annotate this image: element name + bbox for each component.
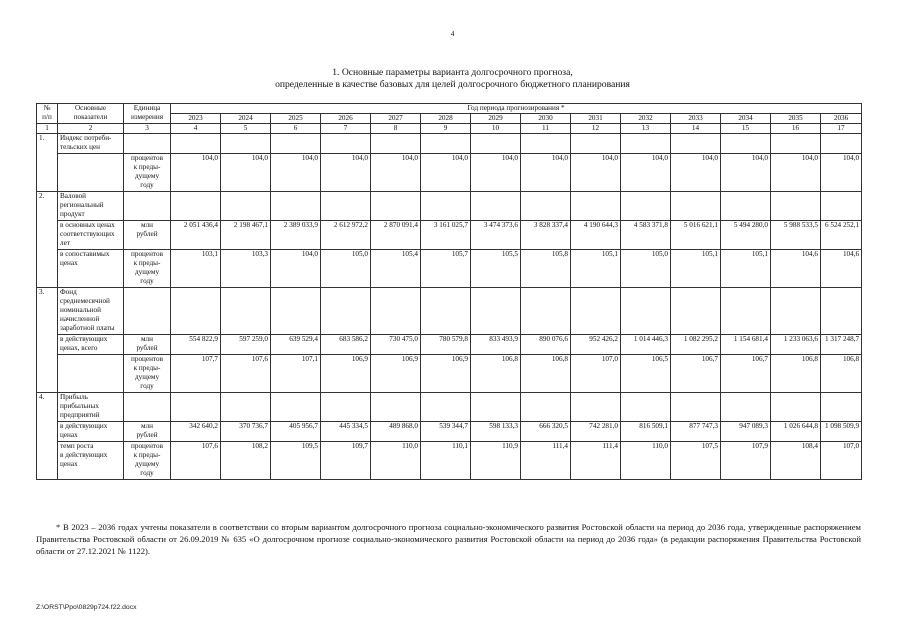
- empty-cell: [371, 288, 421, 335]
- empty-cell: [771, 192, 821, 221]
- value-cell: 110,0: [621, 442, 671, 480]
- row-unit-line: году: [140, 277, 154, 285]
- value-cell: 104,0: [821, 154, 862, 192]
- value-cell: 106,7: [671, 355, 721, 393]
- empty-cell: [221, 134, 271, 154]
- header-num-line-1: №: [43, 104, 51, 112]
- table-header: [37, 104, 862, 134]
- document-title: [0, 67, 905, 91]
- section-title-line: заработной платы: [60, 324, 115, 332]
- value-cell: 111,4: [571, 442, 621, 480]
- row-label-line: в действующих: [60, 422, 108, 430]
- table-body: [37, 134, 862, 480]
- row-unit-line: дущему: [134, 268, 160, 276]
- empty-cell: [771, 288, 821, 335]
- empty-cell: [421, 393, 471, 422]
- value-cell: 2 389 033,9: [271, 221, 321, 250]
- header-year: 2028: [421, 114, 471, 124]
- forecast-table: [36, 103, 862, 480]
- header-year: 2036: [821, 114, 862, 124]
- table-section-title-row: [37, 288, 862, 335]
- value-cell: 877 747,3: [671, 422, 721, 442]
- row-unit-line: дущему: [134, 172, 160, 180]
- value-cell: 104,0: [771, 154, 821, 192]
- section-title: [58, 288, 124, 335]
- value-cell: 554 822,9: [171, 335, 221, 355]
- row-unit-line: рублей: [136, 431, 158, 439]
- value-cell: 4 583 371,8: [621, 221, 671, 250]
- value-cell: 103,1: [171, 250, 221, 288]
- empty-cell: [771, 134, 821, 154]
- row-unit-line: дущему: [134, 460, 160, 468]
- row-unit: [124, 154, 171, 192]
- row-unit-line: к преды-: [133, 163, 161, 171]
- empty-cell: [621, 288, 671, 335]
- empty-cell: [221, 192, 271, 221]
- row-unit-line: млн: [141, 422, 153, 430]
- value-cell: 106,9: [371, 355, 421, 393]
- value-cell: 445 334,5: [321, 422, 371, 442]
- table-row: [37, 221, 862, 250]
- value-cell: 107,7: [171, 355, 221, 393]
- table-section-title-row: [37, 393, 862, 422]
- value-cell: 370 736,7: [221, 422, 271, 442]
- header-column-number: 9: [421, 124, 471, 134]
- header-column-number: 16: [771, 124, 821, 134]
- value-cell: 111,4: [521, 442, 571, 480]
- header-indicator-line-1: Основные: [74, 104, 107, 112]
- header-column-number: 1: [37, 124, 58, 134]
- header-indicator: [58, 104, 124, 124]
- value-cell: 104,6: [771, 250, 821, 288]
- row-unit-line: дущему: [134, 373, 160, 381]
- footnote: * В 2023 – 2036 годах учтены показатели в соответствии со вторым вариантом долгосрочного прогноза социально-экономического развития Ростовской области на период до 2036 года, утвержденные распоряжением Правительства Ростовской области от 26.09.2019 № 635 «О долгосрочном прогнозе социально-экономического развития Ростовской области на период до 2036 года» (в редакции распоряжения Правительства Ростовской области от 27.12.2021 № 1122).: [36, 522, 861, 556]
- empty-cell: [221, 288, 271, 335]
- value-cell: 106,8: [521, 355, 571, 393]
- empty-cell: [171, 134, 221, 154]
- value-cell: 104,0: [421, 154, 471, 192]
- value-cell: 489 868,0: [371, 422, 421, 442]
- value-cell: 107,5: [671, 442, 721, 480]
- value-cell: 104,0: [671, 154, 721, 192]
- row-label: [58, 355, 124, 393]
- empty-cell: [521, 288, 571, 335]
- empty-cell: [721, 288, 771, 335]
- header-year: 2025: [271, 114, 321, 124]
- empty-cell: [721, 192, 771, 221]
- empty-cell: [124, 134, 171, 154]
- empty-cell: [471, 192, 521, 221]
- header-column-number: 11: [521, 124, 571, 134]
- section-title: [58, 192, 124, 221]
- empty-cell: [371, 134, 421, 154]
- row-unit-line: рублей: [136, 230, 158, 238]
- section-title-line: Валовой: [60, 192, 87, 200]
- header-year: 2034: [721, 114, 771, 124]
- empty-cell: [571, 134, 621, 154]
- value-cell: 105,7: [421, 250, 471, 288]
- table-row: [37, 422, 862, 442]
- row-label: [58, 154, 124, 192]
- value-cell: 106,7: [721, 355, 771, 393]
- value-cell: 539 344,7: [421, 422, 471, 442]
- empty-cell: [471, 288, 521, 335]
- value-cell: 109,5: [271, 442, 321, 480]
- value-cell: 106,8: [821, 355, 862, 393]
- value-cell: 104,0: [271, 250, 321, 288]
- empty-cell: [271, 393, 321, 422]
- value-cell: 105,1: [671, 250, 721, 288]
- section-title-line: Фонд: [60, 288, 77, 296]
- row-unit-line: процентов: [131, 154, 163, 162]
- value-cell: 1 098 509,9: [821, 422, 862, 442]
- empty-cell: [521, 192, 571, 221]
- value-cell: 106,9: [321, 355, 371, 393]
- empty-cell: [271, 192, 321, 221]
- empty-cell: [124, 393, 171, 422]
- row-label-line: ценах: [60, 259, 78, 267]
- value-cell: 105,0: [321, 250, 371, 288]
- header-unit-line-1: Единица: [133, 104, 161, 112]
- row-unit-line: году: [140, 181, 154, 189]
- row-unit-line: к преды-: [133, 364, 161, 372]
- header-column-number: 10: [471, 124, 521, 134]
- section-title-line: номинальной: [60, 306, 101, 314]
- header-column-number: 6: [271, 124, 321, 134]
- header-year: 2035: [771, 114, 821, 124]
- empty-cell: [621, 393, 671, 422]
- value-cell: 1 317 248,7: [821, 335, 862, 355]
- value-cell: 683 586,2: [321, 335, 371, 355]
- value-cell: 104,0: [521, 154, 571, 192]
- section-number: 1.: [37, 134, 58, 192]
- empty-cell: [821, 134, 862, 154]
- empty-cell: [321, 288, 371, 335]
- value-cell: 1 082 295,2: [671, 335, 721, 355]
- header-year: 2023: [171, 114, 221, 124]
- empty-cell: [671, 393, 721, 422]
- empty-cell: [621, 192, 671, 221]
- empty-cell: [471, 393, 521, 422]
- value-cell: 107,1: [271, 355, 321, 393]
- empty-cell: [671, 134, 721, 154]
- header-column-number: 2: [58, 124, 124, 134]
- section-title-line: прибыльных: [60, 402, 99, 410]
- title-line-2: определенные в качестве базовых для целей долгосрочного бюджетного планирования: [275, 79, 630, 90]
- empty-cell: [371, 393, 421, 422]
- value-cell: 104,0: [371, 154, 421, 192]
- row-label: [58, 422, 124, 442]
- header-unit: [124, 104, 171, 124]
- row-label-line: соответствующих: [60, 230, 115, 238]
- empty-cell: [171, 192, 221, 221]
- empty-cell: [271, 288, 321, 335]
- value-cell: 105,1: [571, 250, 621, 288]
- value-cell: 1 233 063,6: [771, 335, 821, 355]
- value-cell: 108,2: [221, 442, 271, 480]
- value-cell: 104,0: [221, 154, 271, 192]
- value-cell: 107,9: [721, 442, 771, 480]
- value-cell: 3 161 025,7: [421, 221, 471, 250]
- table-row: [37, 442, 862, 480]
- header-column-number: 3: [124, 124, 171, 134]
- value-cell: 2 198 467,1: [221, 221, 271, 250]
- row-unit-line: к преды-: [133, 259, 161, 267]
- value-cell: 105,0: [621, 250, 671, 288]
- header-column-number: 5: [221, 124, 271, 134]
- empty-cell: [721, 134, 771, 154]
- empty-cell: [171, 288, 221, 335]
- file-path: Z:\ORST\Ppo\0829p724.f22.docx: [36, 604, 137, 611]
- row-label: [58, 335, 124, 355]
- value-cell: 108,4: [771, 442, 821, 480]
- row-label-line: в сопоставимых: [60, 250, 110, 258]
- row-label-line: ценах, всего: [60, 344, 98, 352]
- empty-cell: [471, 134, 521, 154]
- row-unit-line: рублей: [136, 344, 158, 352]
- empty-cell: [521, 134, 571, 154]
- row-unit: [124, 221, 171, 250]
- empty-cell: [821, 288, 862, 335]
- empty-cell: [571, 393, 621, 422]
- empty-cell: [124, 192, 171, 221]
- empty-cell: [721, 393, 771, 422]
- row-unit-line: процентов: [131, 355, 163, 363]
- value-cell: 890 076,6: [521, 335, 571, 355]
- value-cell: 1 154 681,4: [721, 335, 771, 355]
- title-line-1: 1. Основные параметры варианта долгосрочного прогноза,: [332, 67, 573, 78]
- header-column-number: 15: [721, 124, 771, 134]
- header-column-number: 14: [671, 124, 721, 134]
- row-unit: [124, 335, 171, 355]
- header-num: [37, 104, 58, 124]
- value-cell: 106,5: [621, 355, 671, 393]
- row-label: [58, 442, 124, 480]
- header-column-number: 8: [371, 124, 421, 134]
- row-unit: [124, 422, 171, 442]
- value-cell: 104,0: [621, 154, 671, 192]
- value-cell: 2 612 972,2: [321, 221, 371, 250]
- value-cell: 109,7: [321, 442, 371, 480]
- value-cell: 104,0: [721, 154, 771, 192]
- empty-cell: [571, 288, 621, 335]
- value-cell: 107,6: [221, 355, 271, 393]
- value-cell: 103,3: [221, 250, 271, 288]
- value-cell: 107,0: [571, 355, 621, 393]
- section-title-line: Прибыль: [60, 393, 88, 401]
- row-label: [58, 250, 124, 288]
- header-year: 2029: [471, 114, 521, 124]
- value-cell: 104,0: [571, 154, 621, 192]
- empty-cell: [171, 393, 221, 422]
- row-unit: [124, 250, 171, 288]
- value-cell: 5 016 621,1: [671, 221, 721, 250]
- header-indicator-line-2: показатели: [73, 113, 108, 121]
- header-year: 2024: [221, 114, 271, 124]
- empty-cell: [321, 393, 371, 422]
- table-section-title-row: [37, 134, 862, 154]
- table-row: [37, 250, 862, 288]
- empty-cell: [821, 393, 862, 422]
- empty-cell: [371, 192, 421, 221]
- value-cell: 1 014 446,3: [621, 335, 671, 355]
- section-number: 4.: [37, 393, 58, 480]
- section-title-line: среднемесячной: [60, 297, 110, 305]
- row-label-line: в действующих: [60, 335, 108, 343]
- value-cell: 742 281,0: [571, 422, 621, 442]
- header-year: 2027: [371, 114, 421, 124]
- page-number: 4: [450, 29, 455, 38]
- value-cell: 105,8: [521, 250, 571, 288]
- value-cell: 833 493,9: [471, 335, 521, 355]
- value-cell: 104,0: [471, 154, 521, 192]
- empty-cell: [321, 134, 371, 154]
- section-title-line: региональный: [60, 201, 104, 209]
- row-label-line: лет: [60, 239, 70, 247]
- header-column-number: 4: [171, 124, 221, 134]
- row-unit-line: процентов: [131, 442, 163, 450]
- empty-cell: [421, 288, 471, 335]
- section-title-line: продукт: [60, 210, 85, 218]
- header-num-line-2: п/п: [42, 113, 52, 121]
- header-year: 2030: [521, 114, 571, 124]
- value-cell: 666 320,5: [521, 422, 571, 442]
- value-cell: 1 026 644,8: [771, 422, 821, 442]
- value-cell: 597 259,0: [221, 335, 271, 355]
- value-cell: 106,8: [471, 355, 521, 393]
- row-label-line: в основных ценах: [60, 221, 115, 229]
- empty-cell: [821, 192, 862, 221]
- row-label-line: темп роста: [60, 442, 94, 450]
- empty-cell: [271, 134, 321, 154]
- section-title-line: предприятий: [60, 411, 100, 419]
- row-unit-line: году: [140, 382, 154, 390]
- section-title: [58, 134, 124, 154]
- value-cell: 110,1: [421, 442, 471, 480]
- value-cell: 2 051 436,4: [171, 221, 221, 250]
- section-title-line: тельских цен: [60, 143, 100, 151]
- row-unit-line: году: [140, 469, 154, 477]
- header-column-number: 13: [621, 124, 671, 134]
- value-cell: 105,4: [371, 250, 421, 288]
- header-year: 2033: [671, 114, 721, 124]
- header-column-number: 12: [571, 124, 621, 134]
- empty-cell: [571, 192, 621, 221]
- header-period: Год периода прогнозирования *: [171, 104, 862, 114]
- value-cell: 952 426,2: [571, 335, 621, 355]
- row-label-line: ценах: [60, 431, 78, 439]
- section-number: 2.: [37, 192, 58, 288]
- value-cell: 639 529,4: [271, 335, 321, 355]
- value-cell: 104,0: [271, 154, 321, 192]
- empty-cell: [421, 134, 471, 154]
- value-cell: 110,9: [471, 442, 521, 480]
- section-title-line: Индекс потреби-: [60, 134, 112, 142]
- value-cell: 3 474 373,6: [471, 221, 521, 250]
- value-cell: 106,9: [421, 355, 471, 393]
- header-year: 2032: [621, 114, 671, 124]
- value-cell: 5 494 280,0: [721, 221, 771, 250]
- header-column-numbers-row: [37, 124, 862, 134]
- value-cell: 107,6: [171, 442, 221, 480]
- value-cell: 816 509,1: [621, 422, 671, 442]
- row-unit-line: процентов: [131, 250, 163, 258]
- header-unit-line-2: измерения: [130, 113, 164, 121]
- value-cell: 106,8: [771, 355, 821, 393]
- row-label-line: в действующих: [60, 451, 108, 459]
- value-cell: 730 475,0: [371, 335, 421, 355]
- row-label-line: ценах: [60, 460, 78, 468]
- value-cell: 104,6: [821, 250, 862, 288]
- row-unit-line: млн: [141, 221, 153, 229]
- value-cell: 105,1: [721, 250, 771, 288]
- section-number: 3.: [37, 288, 58, 393]
- empty-cell: [771, 393, 821, 422]
- header-year: 2026: [321, 114, 371, 124]
- value-cell: 780 579,8: [421, 335, 471, 355]
- empty-cell: [221, 393, 271, 422]
- value-cell: 947 089,3: [721, 422, 771, 442]
- value-cell: 104,0: [171, 154, 221, 192]
- value-cell: 405 956,7: [271, 422, 321, 442]
- value-cell: 342 640,2: [171, 422, 221, 442]
- row-unit-line: млн: [141, 335, 153, 343]
- header-year: 2031: [571, 114, 621, 124]
- section-title: [58, 393, 124, 422]
- value-cell: 3 828 337,4: [521, 221, 571, 250]
- header-column-number: 7: [321, 124, 371, 134]
- value-cell: 107,0: [821, 442, 862, 480]
- value-cell: 6 524 252,1: [821, 221, 862, 250]
- value-cell: 104,0: [321, 154, 371, 192]
- row-label: [58, 221, 124, 250]
- value-cell: 5 988 533,5: [771, 221, 821, 250]
- row-unit: [124, 442, 171, 480]
- value-cell: 105,5: [471, 250, 521, 288]
- table-row: [37, 154, 862, 192]
- value-cell: 4 190 644,3: [571, 221, 621, 250]
- table-section-title-row: [37, 192, 862, 221]
- table-row: [37, 335, 862, 355]
- empty-cell: [124, 288, 171, 335]
- empty-cell: [621, 134, 671, 154]
- header-column-number: 17: [821, 124, 862, 134]
- empty-cell: [421, 192, 471, 221]
- section-title-line: начисленной: [60, 315, 100, 323]
- empty-cell: [521, 393, 571, 422]
- empty-cell: [671, 288, 721, 335]
- value-cell: 2 870 091,4: [371, 221, 421, 250]
- value-cell: 110,0: [371, 442, 421, 480]
- table-row: [37, 355, 862, 393]
- value-cell: 598 133,3: [471, 422, 521, 442]
- row-unit: [124, 355, 171, 393]
- empty-cell: [321, 192, 371, 221]
- empty-cell: [671, 192, 721, 221]
- row-unit-line: к преды-: [133, 451, 161, 459]
